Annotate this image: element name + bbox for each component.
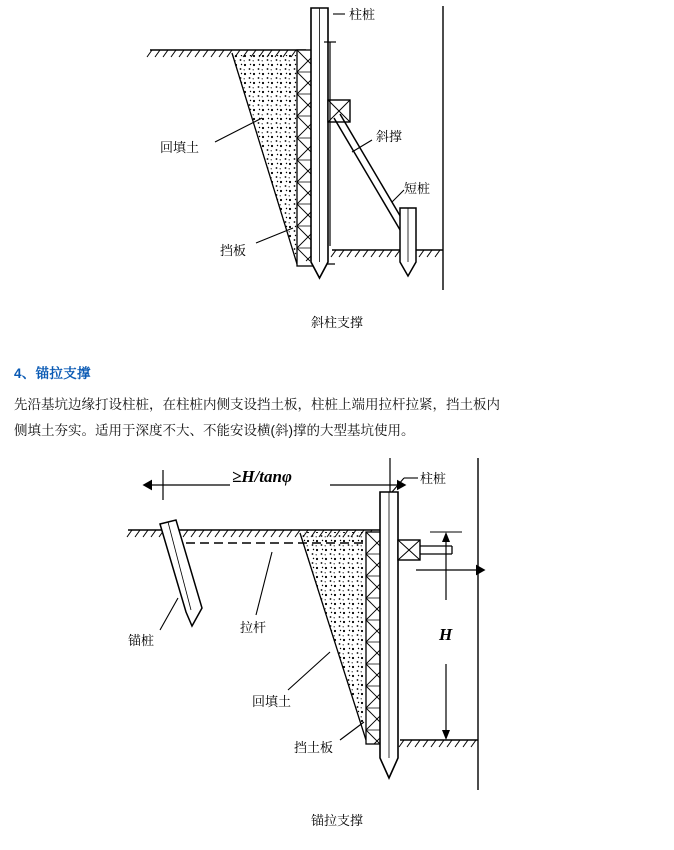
label-backfill-1: 回填土 <box>160 140 200 155</box>
label-backfill-2: 回填土 <box>252 694 292 709</box>
label-anchor-pile: 锚桩 <box>128 633 155 648</box>
label-board: 挡板 <box>220 243 247 258</box>
label-earth-board: 挡土板 <box>294 740 334 755</box>
label-short-pile: 短桩 <box>404 181 431 196</box>
label-height-dimension: H <box>439 625 453 644</box>
figure-inclined-column-support <box>0 0 674 340</box>
label-pile-2: 柱桩 <box>420 471 447 486</box>
label-tie-rod: 拉杆 <box>240 620 267 635</box>
section-body-text <box>14 392 614 444</box>
figure-anchor-support <box>0 440 674 850</box>
section-heading-anchor-support: 4、锚拉支撑 <box>14 366 91 381</box>
figure2-caption: 锚拉支撑 <box>310 813 363 828</box>
body-paragraph-line2: 侧填土夯实。适用于深度不大、不能安设横(斜)撑的大型基坑使用。 <box>14 423 415 438</box>
figure1-caption: 斜柱支撑 <box>310 315 363 330</box>
label-pile-1: 柱桩 <box>349 7 376 22</box>
label-brace: 斜撑 <box>376 129 403 144</box>
body-paragraph-line1: 先沿基坑边缘打设柱桩，在柱桩内侧支设挡土板，柱桩上端用拉杆拉紧，挡土板内 <box>14 397 500 412</box>
label-span-dimension: ≥H/tanφ <box>232 467 292 486</box>
